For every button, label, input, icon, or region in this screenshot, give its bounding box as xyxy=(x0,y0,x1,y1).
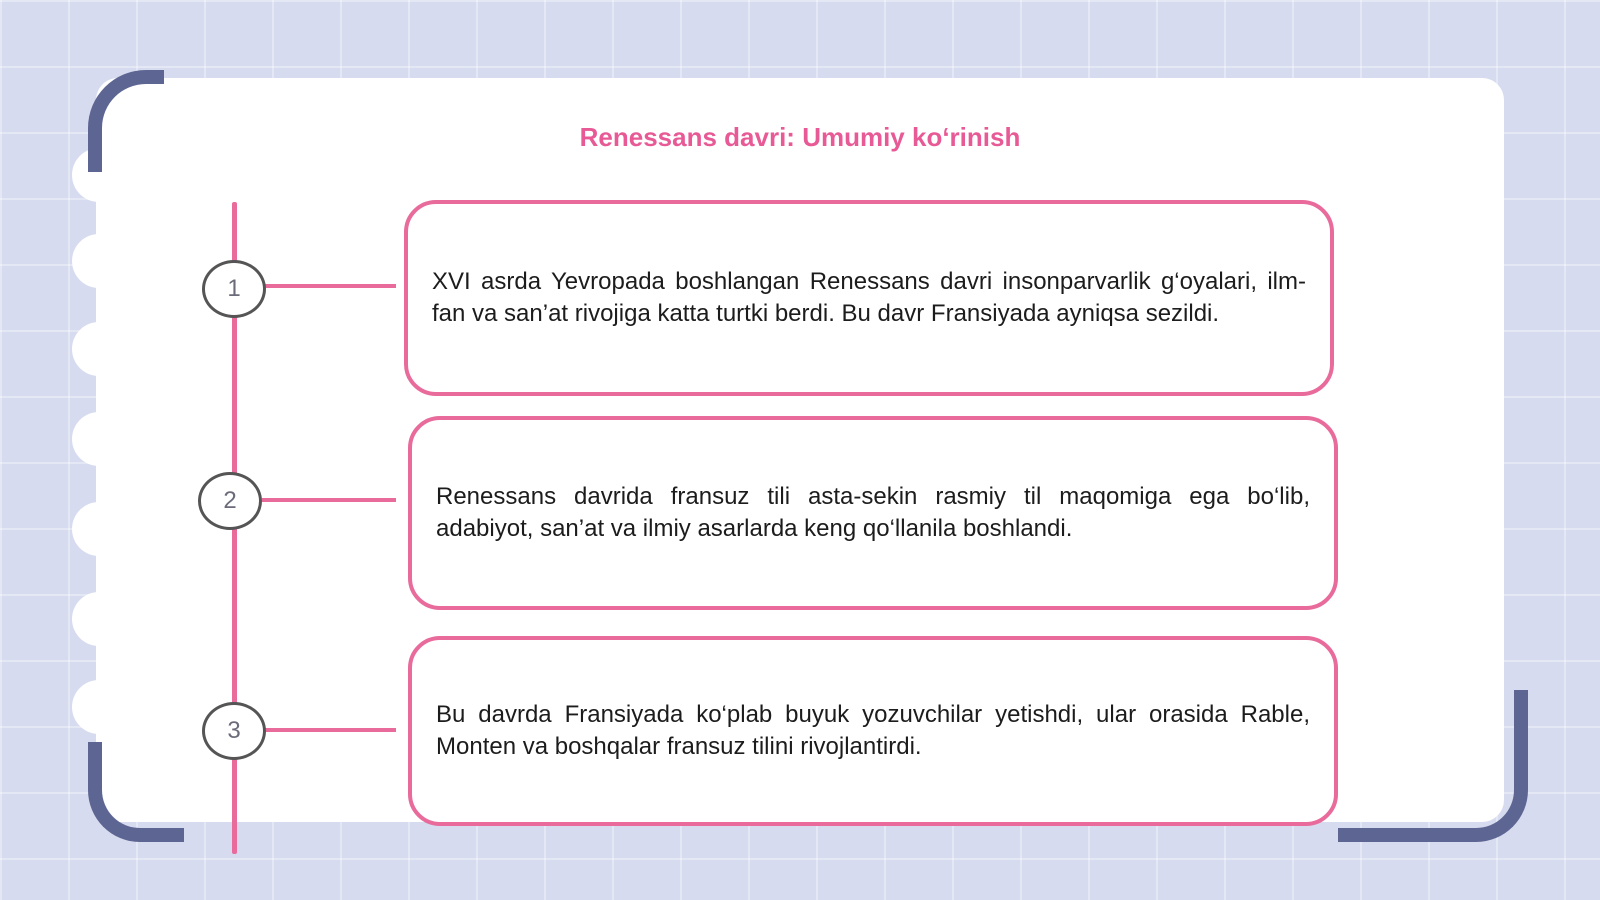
frame-corner-bottom-right xyxy=(1338,690,1528,842)
timeline-connector-3 xyxy=(262,728,396,732)
timeline-connector-2 xyxy=(262,498,396,502)
timeline-card-text: Bu davrda Fransiyada ko‘plab buyuk yozuvchilar yetishdi, ular orasida Rable, Monten va boshqalar fransuz tilini rivojlantirdi. xyxy=(436,701,1310,760)
step-number: 2 xyxy=(223,487,237,514)
paper-scallop xyxy=(72,680,126,734)
step-number: 1 xyxy=(227,275,241,302)
timeline-card-3 xyxy=(408,636,1338,826)
frame-corner-bottom-left xyxy=(88,742,184,842)
step-badge-3 xyxy=(202,702,266,760)
paper-scallop xyxy=(72,412,126,466)
page-title: Renessans davri: Umumiy ko‘rinish xyxy=(579,122,1021,152)
paper-scallop xyxy=(72,592,126,646)
step-badge-2 xyxy=(198,472,262,530)
paper-scallop xyxy=(72,502,126,556)
timeline-card-text: Renessans davrida fransuz tili asta-sekin rasmiy til maqomiga ega bo‘lib, adabiyot, san’at va ilmiy asarlarda keng qo‘llanila boshlandi. xyxy=(436,483,1310,542)
timeline-card-1 xyxy=(404,200,1334,396)
timeline-card-2 xyxy=(408,416,1338,610)
paper-scallop xyxy=(72,234,126,288)
frame-corner-top-left xyxy=(88,70,164,172)
paper-scallop xyxy=(72,322,126,376)
step-badge-1 xyxy=(202,260,266,318)
step-number: 3 xyxy=(227,717,241,744)
timeline-card-text: XVI asrda Yevropada boshlangan Renessans davri insonparvarlik g‘oyalari, ilm-fan va san’at rivojiga katta turtki berdi. Bu davr Fransiyada ayniqsa sezildi. xyxy=(432,268,1306,327)
timeline-connector-1 xyxy=(262,284,396,288)
